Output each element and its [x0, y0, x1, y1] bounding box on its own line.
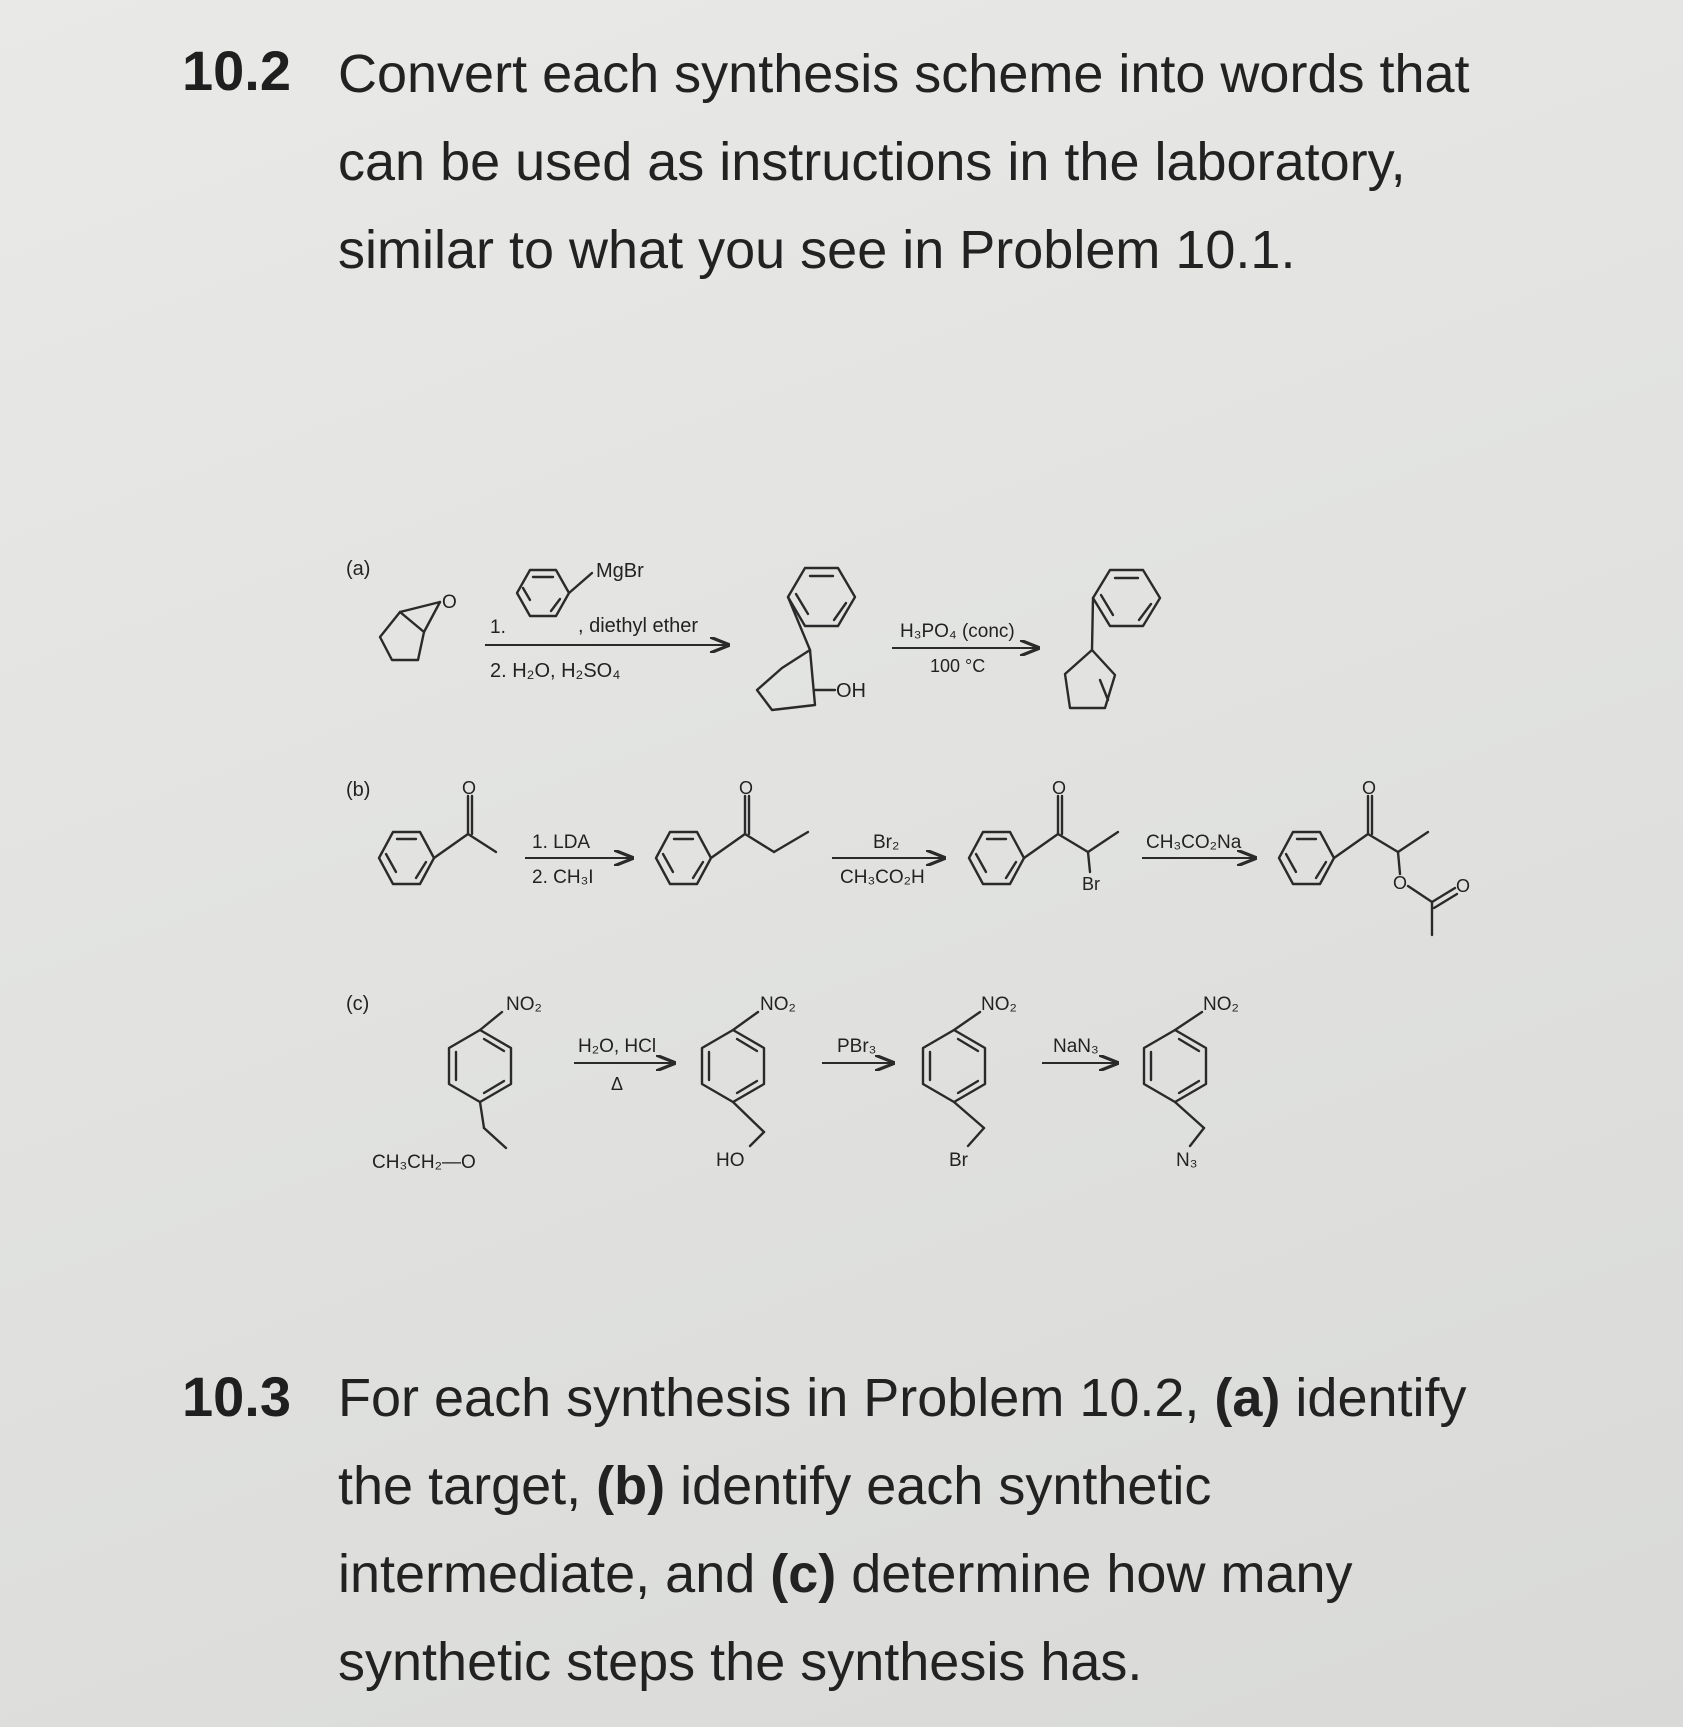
problem-text-segment: identify each synthetic intermediate, and: [338, 1456, 1212, 1604]
step-a1-solvent: , diethyl ether: [578, 615, 699, 637]
nitro-label-2: NO₂: [760, 994, 796, 1015]
nitro-label-1: NO₂: [506, 994, 542, 1015]
step-c3-top: NaN₃: [1053, 1036, 1099, 1057]
acetophenone: [379, 778, 496, 884]
hydroxyl-label-c: HO: [716, 1150, 745, 1171]
problem-number: 10.2: [182, 39, 291, 102]
problem-text-segment: determine how many synthetic steps the synthesis has.: [338, 1544, 1353, 1692]
propiophenone: [656, 778, 808, 884]
part-label: (a): [1214, 1368, 1281, 1428]
ester-carbonyl-o: O: [1456, 876, 1471, 896]
bromo-propiophenone: [969, 778, 1118, 894]
step-b3-top: CH₃CO₂Na: [1146, 832, 1242, 853]
step-a2-bottom: 100 °C: [930, 656, 986, 676]
scheme-label-c: (c): [346, 993, 370, 1015]
scheme-label-a: (a): [346, 558, 371, 580]
acetoxy-propiophenone: [1279, 778, 1470, 935]
ethoxy-label: CH₃CH₂—O: [372, 1152, 476, 1173]
part-label: (b): [596, 1456, 666, 1516]
step-b2-bottom: CH₃CO₂H: [840, 867, 925, 888]
nitrobenzyl-bromide: [923, 994, 1017, 1171]
step-a1-bottom: 2. H₂O, H₂SO₄: [490, 660, 621, 682]
nitrobenzyl-azide: [1144, 994, 1239, 1171]
step-b1-bottom: 2. CH₃I: [532, 867, 594, 888]
part-label: (c): [770, 1544, 837, 1604]
problem-text-2: [338, 1354, 1518, 1706]
step-c1-bottom: Δ: [611, 1074, 624, 1094]
step-a2-top: H₃PO₄ (conc): [900, 621, 1015, 642]
hydroxyl-label: OH: [836, 680, 866, 702]
mgbr-label: MgBr: [596, 560, 644, 582]
step-b2-top: Br₂: [873, 832, 900, 853]
problem-text-segment: For each synthesis in Problem 10.2,: [338, 1368, 1215, 1428]
step-c2-top: PBr₃: [837, 1036, 877, 1057]
carbonyl-o-3: O: [1052, 778, 1067, 798]
nitrobenzyl-alcohol: [702, 994, 796, 1171]
phenylcyclopentene: [1065, 570, 1160, 708]
step-b1-top: 1. LDA: [532, 832, 591, 853]
step-c1-top: H₂O, HCl: [578, 1036, 657, 1057]
problem-number-2: 10.3: [182, 1365, 291, 1428]
scheme-label-b: (b): [346, 779, 371, 801]
scheme-a: [346, 558, 1160, 710]
scheme-c: [346, 993, 1239, 1173]
problem-text-segment: identify the target,: [338, 1368, 1467, 1516]
bromine-label-c: Br: [949, 1150, 968, 1171]
phenylmagnesium-bromide: [517, 560, 644, 616]
step-a1-number: 1.: [490, 617, 506, 638]
problem-text: Convert each synthesis scheme into words that can be used as instructions in the laboratory, similar to what you see in Problem 10.1.: [338, 44, 1470, 280]
nitrophenyl-ethyl-ether: [372, 994, 542, 1173]
nitro-label-3: NO₂: [981, 994, 1017, 1015]
ester-o-label: O: [1393, 873, 1408, 893]
cyclopentene-oxide: [380, 592, 457, 660]
nitro-label-4: NO₂: [1203, 994, 1239, 1015]
phenylcyclopentanol: [757, 568, 866, 710]
scheme-b: [346, 778, 1470, 935]
carbonyl-o-2: O: [739, 778, 754, 798]
azide-label: N₃: [1176, 1150, 1198, 1171]
bromine-label-b: Br: [1082, 874, 1100, 894]
carbonyl-o-1: O: [462, 778, 477, 798]
epoxide-oxygen: O: [442, 592, 457, 613]
carbonyl-o-4: O: [1362, 778, 1377, 798]
